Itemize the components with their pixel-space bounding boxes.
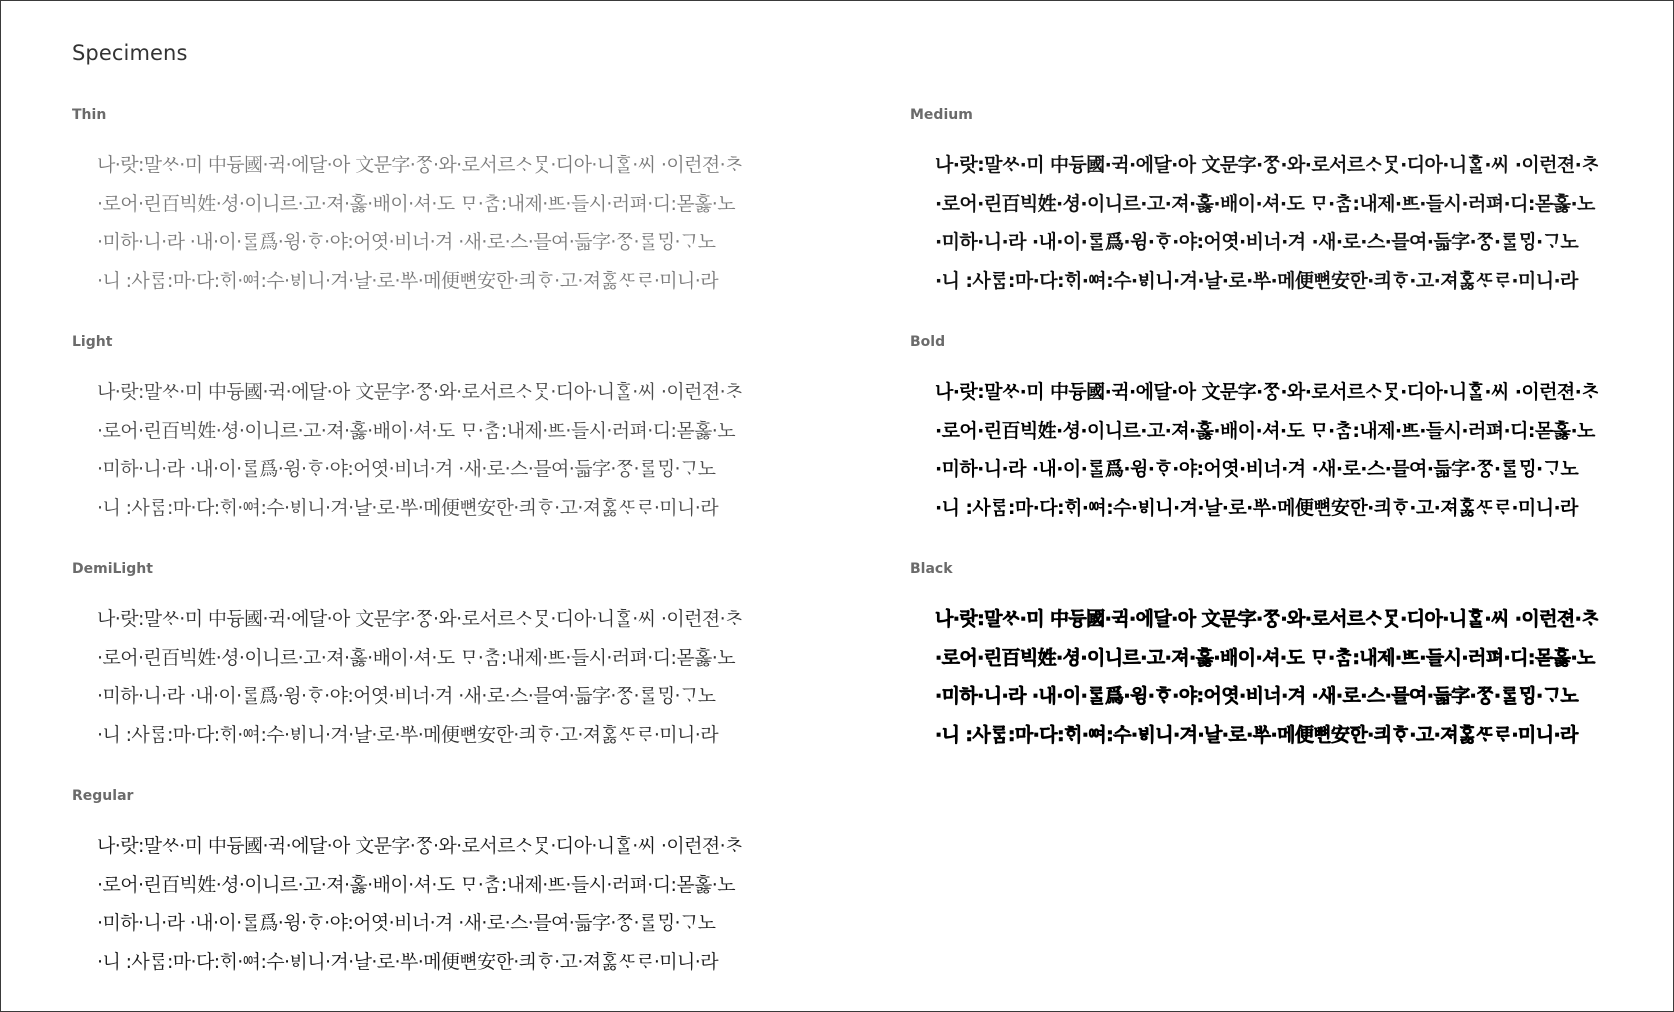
specimen-text — [97, 146, 852, 301]
specimen-thin — [72, 105, 852, 301]
specimen-line: ·로어·린百빅姓·셩·이니르·고·져·홇·배이·셔·도 ᄆᆞ·ᄎᆞᆷ:내제·ᄠᅳ·들시·러펴·디:몯홇·노 — [935, 192, 1595, 215]
specimen-line: ·로어·린百빅姓·셩·이니르·고·져·홇·배이·셔·도 ᄆᆞ·ᄎᆞᆷ:내제·ᄠᅳ·들시·러펴·디:몯홇·노 — [97, 419, 735, 442]
specimen-line: ·로어·린百빅姓·셩·이니르·고·져·홇·배이·셔·도 ᄆᆞ·ᄎᆞᆷ:내제·ᄠᅳ·들시·러펴·디:몯홇·노 — [97, 873, 735, 896]
specimen-line: ·미하·니·라 ·내·이·ᄅᆞᆯ爲·윙·ᄒᆞ·야:어엿·비너·겨 ·새·로·스·믈여·듧字·ᄍᆞᆼ·ᄅᆞᆯᄆᆡᆼ·ᄀᆞ노 — [97, 912, 716, 935]
specimen-line: 나·랏:말ᄊᆞ·미 中듕國·귁·에달·아 文문字·ᄍᆞᆼ·와·로서르ᄉᆞᄆᆞᆺ·디아·니ᄒᆞᆯ·씨 ·이런젼·ᄎᆞ — [97, 154, 743, 176]
specimen-line: ·로어·린百빅姓·셩·이니르·고·져·홇·배이·셔·도 ᄆᆞ·ᄎᆞᆷ:내제·ᄠᅳ·들시·러펴·디:몯홇·노 — [935, 419, 1595, 442]
specimen-line: ·미하·니·라 ·내·이·ᄅᆞᆯ爲·윙·ᄒᆞ·야:어엿·비너·겨 ·새·로·스·믈여·듧字·ᄍᆞᆼ·ᄅᆞᆯᄆᆡᆼ·ᄀᆞ노 — [97, 231, 716, 254]
specimen-text — [935, 373, 1674, 528]
specimen-bold — [910, 332, 1674, 528]
specimen-line: ·니 :사ᄅᆞᆷ:마·다:ᄒᆡ·ᅇᅧ:수·ᄫᅵ니·겨·날·로·ᄡᅮ·메便뼌安ᅙᅡᆫ·킈ᄒᆞ·고·져ᄒᆞᇙᄯᆞᄅᆞ·미니·라 — [97, 724, 718, 747]
specimen-label: Medium — [910, 107, 973, 123]
specimen-line: ·미하·니·라 ·내·이·ᄅᆞᆯ爲·윙·ᄒᆞ·야:어엿·비너·겨 ·새·로·스·믈여·듧字·ᄍᆞᆼ·ᄅᆞᆯᄆᆡᆼ·ᄀᆞ노 — [935, 231, 1579, 254]
specimen-line: 나·랏:말ᄊᆞ·미 中듕國·귁·에달·아 文문字·ᄍᆞᆼ·와·로서르ᄉᆞᄆᆞᆺ·디아·니ᄒᆞᆯ·씨 ·이런젼·ᄎᆞ — [935, 154, 1600, 176]
specimen-line: ·로어·린百빅姓·셩·이니르·고·져·홇·배이·셔·도 ᄆᆞ·ᄎᆞᆷ:내제·ᄠᅳ·들시·러펴·디:몯홇·노 — [935, 646, 1595, 669]
specimen-line: 나·랏:말ᄊᆞ·미 中듕國·귁·에달·아 文문字·ᄍᆞᆼ·와·로서르ᄉᆞᄆᆞᆺ·디아·니ᄒᆞᆯ·씨 ·이런젼·ᄎᆞ — [97, 835, 743, 857]
specimen-line: ·니 :사ᄅᆞᆷ:마·다:ᄒᆡ·ᅇᅧ:수·ᄫᅵ니·겨·날·로·ᄡᅮ·메便뼌安ᅙᅡᆫ·킈ᄒᆞ·고·져ᄒᆞᇙᄯᆞᄅᆞ·미니·라 — [97, 497, 718, 520]
specimen-label: Black — [910, 561, 953, 577]
specimen-line: ·로어·린百빅姓·셩·이니르·고·져·홇·배이·셔·도 ᄆᆞ·ᄎᆞᆷ:내제·ᄠᅳ·들시·러펴·디:몯홇·노 — [97, 192, 735, 215]
specimen-line: ·니 :사ᄅᆞᆷ:마·다:ᄒᆡ·ᅇᅧ:수·ᄫᅵ니·겨·날·로·ᄡᅮ·메便뼌安ᅙᅡᆫ·킈ᄒᆞ·고·져ᄒᆞᇙᄯᆞᄅᆞ·미니·라 — [935, 724, 1578, 747]
specimen-line: ·미하·니·라 ·내·이·ᄅᆞᆯ爲·윙·ᄒᆞ·야:어엿·비너·겨 ·새·로·스·믈여·듧字·ᄍᆞᆼ·ᄅᆞᆯᄆᆡᆼ·ᄀᆞ노 — [97, 458, 716, 481]
specimen-line: 나·랏:말ᄊᆞ·미 中듕國·귁·에달·아 文문字·ᄍᆞᆼ·와·로서르ᄉᆞᄆᆞᆺ·디아·니ᄒᆞᆯ·씨 ·이런젼·ᄎᆞ — [935, 381, 1600, 403]
specimen-medium — [910, 105, 1674, 301]
specimen-text — [97, 600, 852, 755]
specimen-line: 나·랏:말ᄊᆞ·미 中듕國·귁·에달·아 文문字·ᄍᆞᆼ·와·로서르ᄉᆞᄆᆞᆺ·디아·니ᄒᆞᆯ·씨 ·이런젼·ᄎᆞ — [97, 381, 743, 403]
specimen-line: ·미하·니·라 ·내·이·ᄅᆞᆯ爲·윙·ᄒᆞ·야:어엿·비너·겨 ·새·로·스·믈여·듧字·ᄍᆞᆼ·ᄅᆞᆯᄆᆡᆼ·ᄀᆞ노 — [935, 458, 1579, 481]
specimen-label: Light — [72, 334, 113, 350]
specimen-label: Bold — [910, 334, 946, 350]
specimen-line: ·니 :사ᄅᆞᆷ:마·다:ᄒᆡ·ᅇᅧ:수·ᄫᅵ니·겨·날·로·ᄡᅮ·메便뼌安ᅙᅡᆫ·킈ᄒᆞ·고·져ᄒᆞᇙᄯᆞᄅᆞ·미니·라 — [935, 270, 1578, 293]
specimen-text — [935, 600, 1674, 755]
specimen-text — [97, 827, 852, 982]
specimen-text — [935, 146, 1674, 301]
specimen-line: ·니 :사ᄅᆞᆷ:마·다:ᄒᆡ·ᅇᅧ:수·ᄫᅵ니·겨·날·로·ᄡᅮ·메便뼌安ᅙᅡᆫ·킈ᄒᆞ·고·져ᄒᆞᇙᄯᆞᄅᆞ·미니·라 — [97, 270, 718, 293]
specimen-label: Regular — [72, 788, 134, 804]
specimen-regular — [72, 786, 852, 982]
specimen-demilight — [72, 559, 852, 755]
specimen-label: DemiLight — [72, 561, 153, 577]
page-title: Specimens — [72, 41, 188, 65]
specimen-black — [910, 559, 1674, 755]
specimen-line: ·미하·니·라 ·내·이·ᄅᆞᆯ爲·윙·ᄒᆞ·야:어엿·비너·겨 ·새·로·스·믈여·듧字·ᄍᆞᆼ·ᄅᆞᆯᄆᆡᆼ·ᄀᆞ노 — [97, 685, 716, 708]
specimen-text — [97, 373, 852, 528]
specimen-line: 나·랏:말ᄊᆞ·미 中듕國·귁·에달·아 文문字·ᄍᆞᆼ·와·로서르ᄉᆞᄆᆞᆺ·디아·니ᄒᆞᆯ·씨 ·이런젼·ᄎᆞ — [97, 608, 743, 630]
specimen-light — [72, 332, 852, 528]
specimen-line: ·로어·린百빅姓·셩·이니르·고·져·홇·배이·셔·도 ᄆᆞ·ᄎᆞᆷ:내제·ᄠᅳ·들시·러펴·디:몯홇·노 — [97, 646, 735, 669]
specimen-line: 나·랏:말ᄊᆞ·미 中듕國·귁·에달·아 文문字·ᄍᆞᆼ·와·로서르ᄉᆞᄆᆞᆺ·디아·니ᄒᆞᆯ·씨 ·이런젼·ᄎᆞ — [935, 608, 1600, 630]
specimen-label: Thin — [72, 107, 107, 123]
specimen-line: ·니 :사ᄅᆞᆷ:마·다:ᄒᆡ·ᅇᅧ:수·ᄫᅵ니·겨·날·로·ᄡᅮ·메便뼌安ᅙᅡᆫ·킈ᄒᆞ·고·져ᄒᆞᇙᄯᆞᄅᆞ·미니·라 — [97, 951, 718, 974]
specimen-line: ·미하·니·라 ·내·이·ᄅᆞᆯ爲·윙·ᄒᆞ·야:어엿·비너·겨 ·새·로·스·믈여·듧字·ᄍᆞᆼ·ᄅᆞᆯᄆᆡᆼ·ᄀᆞ노 — [935, 685, 1579, 708]
specimen-line: ·니 :사ᄅᆞᆷ:마·다:ᄒᆡ·ᅇᅧ:수·ᄫᅵ니·겨·날·로·ᄡᅮ·메便뼌安ᅙᅡᆫ·킈ᄒᆞ·고·져ᄒᆞᇙᄯᆞᄅᆞ·미니·라 — [935, 497, 1578, 520]
